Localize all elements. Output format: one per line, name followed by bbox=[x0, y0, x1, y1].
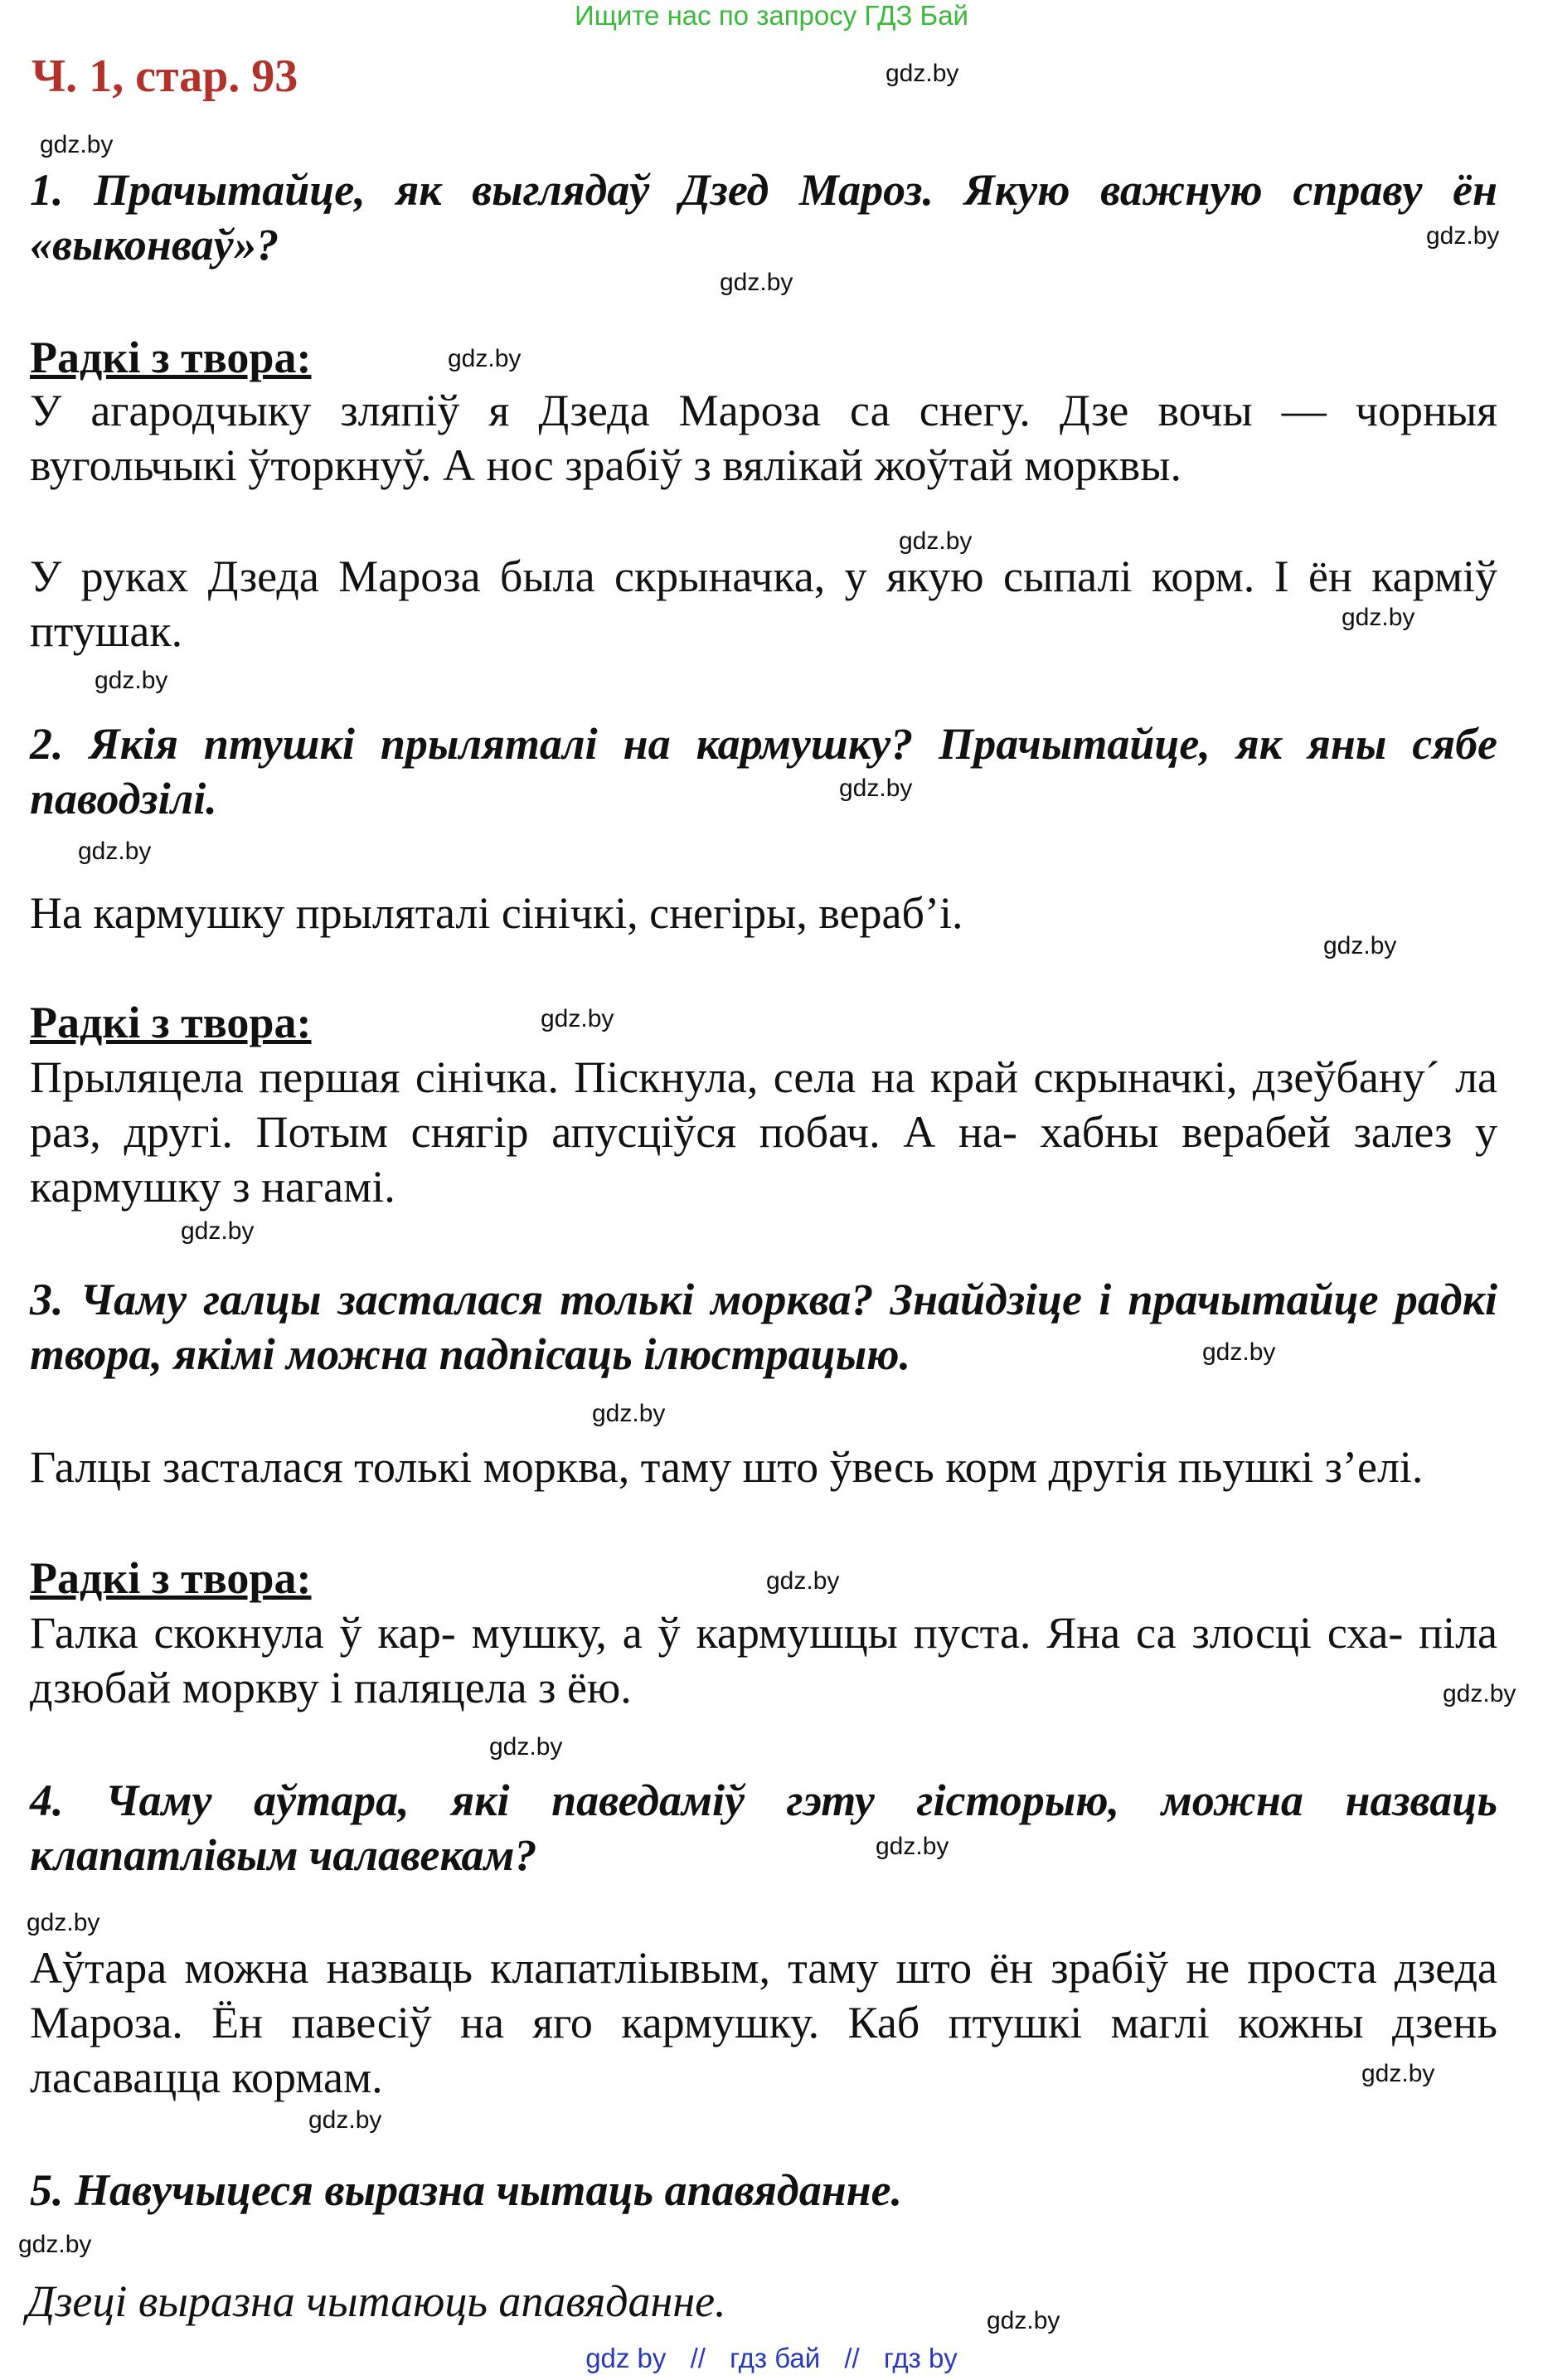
footer-separator: // bbox=[844, 2343, 860, 2373]
watermark: gdz.by bbox=[40, 131, 114, 158]
watermark: gdz.by bbox=[987, 2307, 1060, 2334]
answer-paragraph: Аўтара можна назваць клапатліывым, таму што ён зрабіў не проста дзеда Мароза. Ён павесіў на яго кармушку. Каб птушкі маглі кожны дзень ласавацца кормам. bbox=[30, 1943, 1497, 2102]
watermark: gdz.by bbox=[839, 775, 913, 802]
lines-heading: Радкі з твора: bbox=[30, 333, 312, 382]
watermark: gdz.by bbox=[1202, 1338, 1276, 1366]
quote-paragraph: Галка скокнула ў кар- мушку, а ў кармушцы пуста. Яна са злосці сха- піла дзюбай моркву і паляцела з ёю. bbox=[30, 1608, 1497, 1712]
lines-heading: Радкі з твора: bbox=[30, 998, 312, 1047]
quote-paragraph: Прыляцела першая сінічка. Піскнула, села на край скрыначкі, дзеўбану´ ла раз, другі. Потым снягір апусціўся побач. А на- хабны верабей залез у кармушку з нагамі. bbox=[30, 1052, 1497, 1212]
quote-paragraph: У руках Дзеда Мароза была скрыначка, у якую сыпалі корм. І ён карміў птушак. bbox=[30, 551, 1497, 656]
footer-links bbox=[0, 2343, 1543, 2374]
question-1: 1. Прачытайце, як выглядаў Дзед Мароз. Якую важную справу ён «выконваў»? bbox=[30, 165, 1497, 270]
watermark: gdz.by bbox=[876, 1833, 949, 1860]
footer-link-gdz-bai[interactable]: гдз бай bbox=[730, 2343, 821, 2373]
footer-link-gdz-by-2[interactable]: гдз by bbox=[883, 2343, 958, 2373]
watermark: gdz.by bbox=[27, 1909, 100, 1936]
quote-paragraph: У агародчыку зляпіў я Дзеда Мароза са снегу. Дзе вочы — чорныя вугольчыкі ўторкнуў. А нос зрабіў з вялікай жоўтай морквы. bbox=[30, 386, 1497, 490]
page-title: Ч. 1, стар. 93 bbox=[32, 51, 298, 102]
watermark: gdz.by bbox=[448, 345, 522, 372]
answer-paragraph: Дзеці выразна чытаюць апавяданне. bbox=[27, 2276, 726, 2326]
answer-paragraph: Галцы засталася толькі морква, таму што ўвесь корм другія пьушкі з’елі. bbox=[30, 1442, 1424, 1492]
watermark: gdz.by bbox=[1361, 2060, 1435, 2087]
watermark: gdz.by bbox=[18, 2231, 92, 2258]
watermark: gdz.by bbox=[181, 1217, 255, 1245]
lines-heading: Радкі з твора: bbox=[30, 1553, 312, 1603]
watermark: gdz.by bbox=[541, 1005, 614, 1032]
footer-link-gdz-by[interactable]: gdz by bbox=[585, 2343, 667, 2373]
watermark: gdz.by bbox=[308, 2106, 382, 2134]
watermark: gdz.by bbox=[78, 838, 152, 865]
watermark: gdz.by bbox=[592, 1400, 666, 1427]
question-3: 3. Чаму галцы засталася толькі морква? Знайдзіце і прачытайце радкі твора, якімі можна падпісаць ілюстрацыю. bbox=[30, 1275, 1497, 1379]
watermark: gdz.by bbox=[1323, 932, 1397, 959]
answer-paragraph: На кармушку прыляталі сінічкі, снегіры, вераб’і. bbox=[30, 888, 963, 938]
watermark: gdz.by bbox=[766, 1567, 840, 1595]
watermark: gdz.by bbox=[1342, 604, 1415, 631]
search-hint-link[interactable]: Ищите нас по запросу ГДЗ Бай bbox=[575, 0, 968, 31]
watermark: gdz.by bbox=[1426, 222, 1500, 250]
watermark: gdz.by bbox=[95, 667, 168, 694]
watermark: gdz.by bbox=[720, 269, 793, 296]
watermark: gdz.by bbox=[1443, 1680, 1516, 1707]
watermark: gdz.by bbox=[899, 527, 973, 555]
question-2: 2. Якія птушкі прыляталі на кармушку? Прачытайце, як яны сябе паводзілі. bbox=[30, 719, 1497, 823]
watermark: gdz.by bbox=[886, 60, 959, 87]
question-4: 4. Чаму аўтара, які паведаміў гэту гісторыю, можна назваць клапатлівым чалавекам? bbox=[30, 1775, 1497, 1880]
question-5: 5. Навучыцеся выразна чытаць апавяданне. bbox=[30, 2165, 903, 2215]
watermark: gdz.by bbox=[489, 1733, 563, 1761]
footer-separator: // bbox=[690, 2343, 706, 2373]
